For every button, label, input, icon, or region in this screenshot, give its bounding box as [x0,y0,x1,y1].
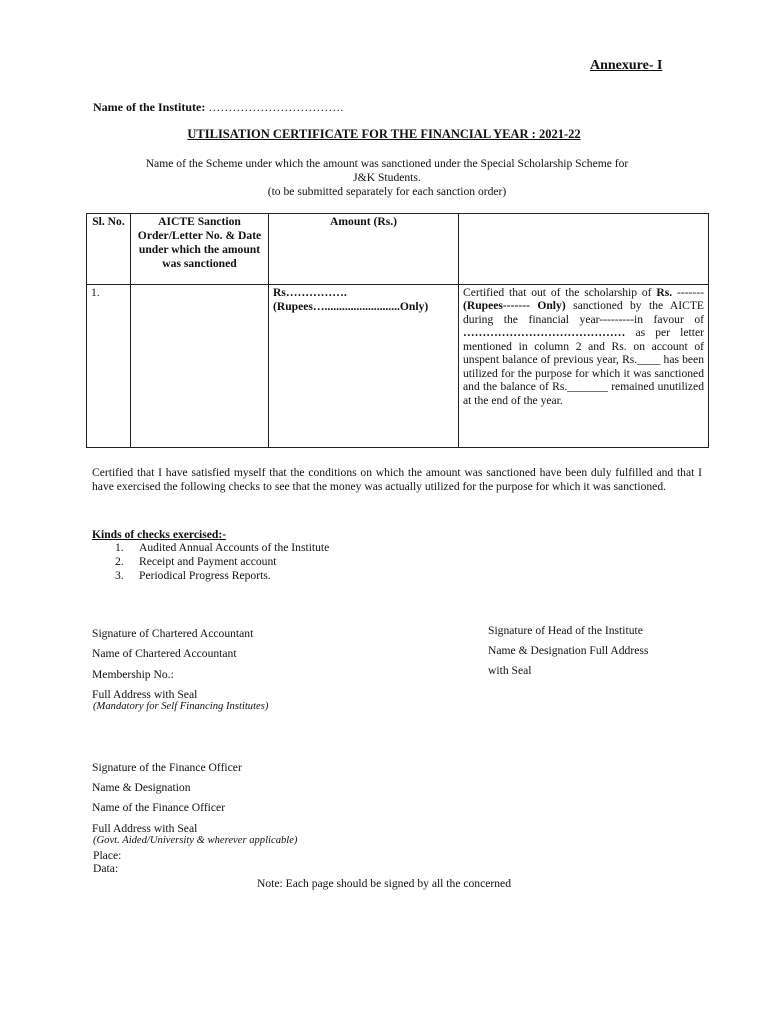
header-sl-no: Sl. No. [87,214,131,285]
ca-signature: Signature of Chartered Accountant [92,627,254,640]
scheme-line-3: (to be submitted separately for each sanction order) [267,184,507,198]
place-label: Place: [93,849,122,862]
amount-rupees: (Rupees…..........................Only) [273,299,429,313]
table-header-row [87,214,709,285]
annexure-label: Annexure- I [590,58,663,73]
finance-note: (Govt. Aided/University & wherever applicable) [93,835,298,846]
document-title: UTILISATION CERTIFICATE FOR THE FINANCIAL YEAR : 2021-22 [187,127,581,141]
head-signature: Signature of Head of the Institute [488,624,643,637]
header-amount: Amount (Rs.) [269,214,459,285]
checks-heading-text: Kinds of checks exercised [92,528,219,541]
cell-sanction-order [131,285,269,448]
ca-note: (Mandatory for Self Financing Institutes) [93,701,269,712]
check-number: 3. [115,569,124,582]
cert-rest-1: as per letter mentioned in column 2 and Rs. [463,326,704,353]
finance-name: Name of the Finance Officer [92,801,226,814]
cert-rs: Rs. [656,286,673,299]
cell-amount [269,285,459,448]
ca-membership: Membership No.: [92,668,174,681]
scheme-line-2: J&K Students. [353,170,421,184]
check-text: Receipt and Payment account [139,555,277,568]
head-seal: with Seal [488,664,532,677]
ca-name: Name of Chartered Accountant [92,647,237,660]
cell-certification [459,285,709,448]
utilisation-table [86,213,709,448]
scheme-line-1: Name of the Scheme under which the amount was sanctioned under the Special Scholarship Scheme for [145,157,629,170]
table-row [87,285,709,448]
ca-address: Full Address with Seal [92,688,198,701]
institute-label: Name of the Institute: [93,100,206,114]
cert-dots: …………………………………… [463,326,626,340]
list-item [115,541,329,555]
scheme-description [98,157,676,199]
checks-heading-tail: :- [218,528,227,541]
certification-paragraph: Certified that I have satisfied myself that the conditions on which the amount was sanctioned have been duly fulfilled and that I have exercised the following checks to see that the money was actually utilized for the purpose for which it was sanctioned. [92,466,702,494]
finance-designation: Name & Designation [92,781,191,794]
finance-signature: Signature of the Finance Officer [92,761,242,774]
header-blank [459,214,709,285]
check-number: 1. [115,541,124,554]
amount-rs: Rs……………. [273,286,347,299]
footer-note: Note: Each page should be signed by all the concerned [256,877,511,890]
cert-rupees: (Rupees------- Only) [463,299,566,313]
checks-list [115,541,329,583]
cert-rest-2: on account of unspent balance of previous year, Rs.____ has been utilized for the purpose for which it was sanctioned and the balance of Rs._______ remained unutilized at the end of the year. [463,339,705,407]
head-designation: Name & Designation Full Address [488,644,649,657]
finance-address: Full Address with Seal [92,822,198,835]
check-text: Periodical Progress Reports. [139,569,271,582]
list-item [115,555,329,569]
check-number: 2. [115,555,124,568]
check-text: Audited Annual Accounts of the Institute [139,541,330,554]
list-item [115,569,329,583]
institute-name-line [93,100,343,114]
cert-dash: ------- [676,286,704,299]
date-label: Data: [93,862,119,875]
header-sanction-order: AICTE Sanction Order/Letter No. & Date under which the amount was sanctioned [131,214,269,285]
cert-pre: Certified that out of the scholarship of [463,286,652,299]
cell-sl-no: 1. [87,285,131,448]
institute-blank: ……………………………. [208,100,344,114]
checks-heading [92,528,226,542]
cert-mid: sanctioned by the AICTE during the financial year---------in favour of [463,299,705,326]
